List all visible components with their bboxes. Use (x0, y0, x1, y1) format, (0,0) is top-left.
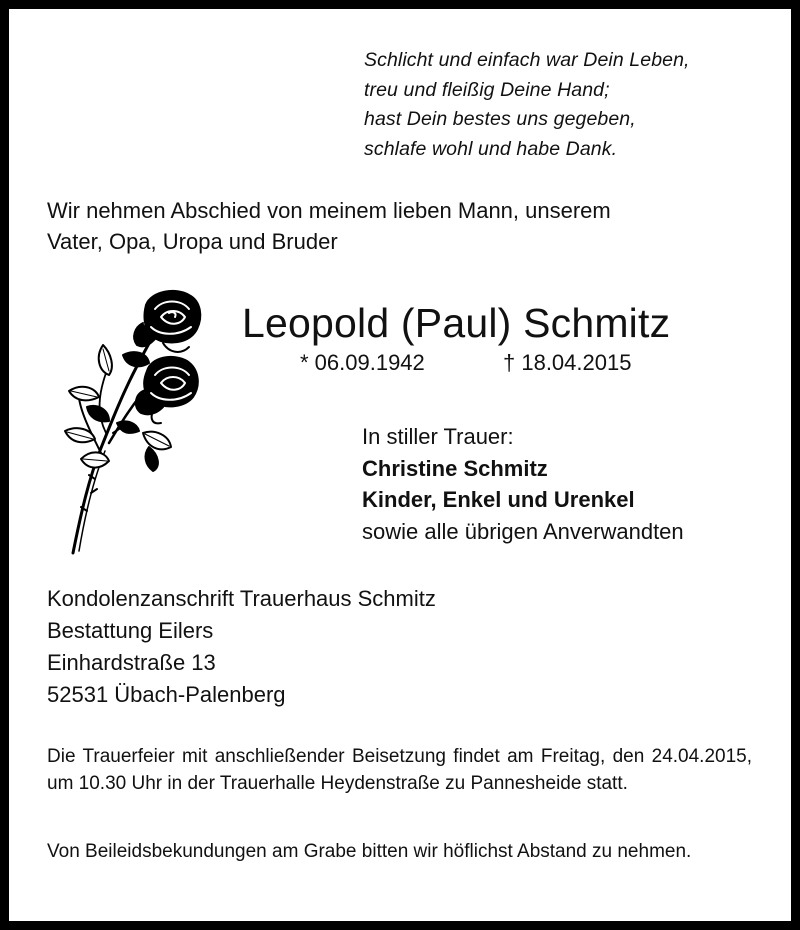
address-line: Kondolenzanschrift Trauerhaus Schmitz (47, 586, 436, 611)
intro-text (47, 195, 767, 257)
address-line: Bestattung Eilers (47, 618, 214, 643)
death-date: † 18.04.2015 (503, 350, 632, 375)
condolence-address (47, 583, 436, 711)
mourner-primary: Christine Schmitz (362, 455, 548, 481)
funeral-service-notice: Die Trauerfeier mit anschließender Beisetzung findet am Freitag, den 24.04.2015, um 10.30 Uhr in der Trauerhalle Heydenstraße zu Pannesheide statt. (47, 746, 752, 794)
address-line: 52531 Übach-Palenberg (47, 682, 286, 707)
mourners-block (362, 421, 684, 547)
rose-icon (51, 283, 211, 558)
poem-line: hast Dein bestes uns gegeben, (364, 108, 636, 130)
mourners-heading: In stiller Trauer: (362, 424, 514, 449)
intro-line: Vater, Opa, Uropa und Bruder (47, 229, 338, 254)
poem (364, 46, 690, 164)
intro-line: Wir nehmen Abschied von meinem lieben Mann, unserem (47, 198, 611, 223)
obituary-notice (9, 9, 791, 921)
mourner-others: sowie alle übrigen Anverwandten (362, 518, 684, 544)
address-line: Einhardstraße 13 (47, 650, 216, 675)
poem-line: schlafe wohl und habe Dank. (364, 137, 618, 160)
condolence-request-notice: Von Beileidsbekundungen am Grabe bitten wir höflichst Abstand zu nehmen. (47, 841, 692, 862)
poem-line: Schlicht und einfach war Dein Leben, (364, 49, 690, 71)
deceased-name: Leopold (Paul) Schmitz (242, 300, 671, 346)
poem-line: treu und fleißig Deine Hand; (364, 78, 610, 101)
mourner-family: Kinder, Enkel und Urenkel (362, 487, 635, 512)
birth-date: * 06.09.1942 (300, 350, 425, 375)
